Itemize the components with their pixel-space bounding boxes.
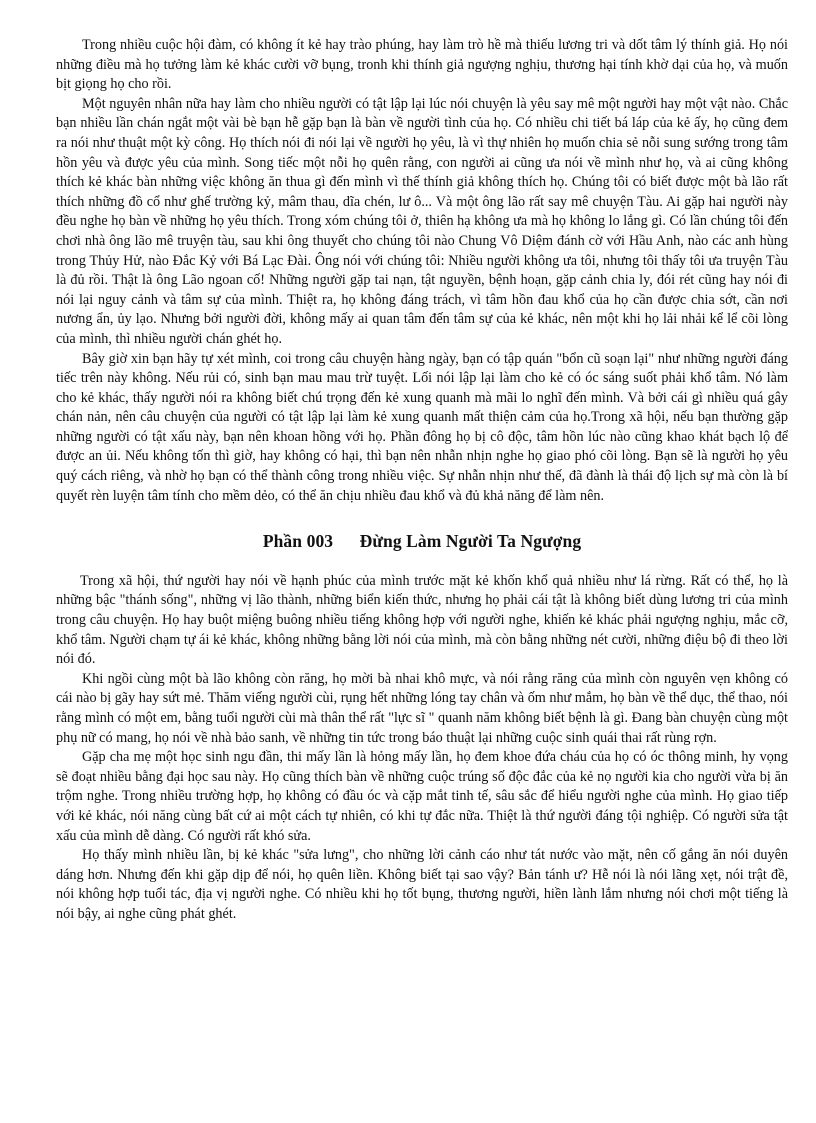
part-two-body	[56, 572, 788, 925]
section-heading	[56, 532, 788, 552]
paragraph: Trong xã hội, thứ người hay nói về hạnh phúc của mình trước mặt kẻ khốn khổ quả nhiều như lá rừng. Rất có thể, họ là những bậc "thánh sống", những vị lão thành, những biển kiến thức, nhưng họ phải cái tật là không biết dùng lương tri của mình trong câu chuyện. Họ hay buột miệng buông nhiều tiếng không hợp với người nghe, khiến kẻ khác phải ngượng nghịu, mắc cỡ, khổ tâm. Người chạm tự ái kẻ khác, không những bằng lời nói của mình, mà còn bằng những nét cười, những điệu bộ đi theo lời nói đó.	[56, 572, 788, 668]
paragraph: Trong nhiều cuộc hội đàm, có không ít kẻ hay trào phúng, hay làm trò hề mà thiếu lương tri và dốt tâm lý thính giả. Họ nói những điều mà họ tưởng làm kẻ khác cười vỡ bụng, tronh khi thính giả ngượng nghịu, thương hại tính khờ dại của họ, và muốn bịt giọng họ cho rồi.	[56, 37, 788, 93]
document-page	[56, 36, 788, 925]
section-title: Đừng Làm Người Ta Ngượng	[359, 531, 582, 552]
paragraph: Khi ngồi cùng một bà lão không còn răng, họ mời bà nhai khô mực, và nói rằng răng của mình còn nguyên vẹn không có cái nào bị gãy hay sứt mẻ. Thăm viếng người cùi, rụng hết những lóng tay chân và ốm như mắm, họ bàn về thể dục, thể thao, nói rằng mình có một em, bằng tuổi người cùi mà thân thể rất "lực sĩ " quanh năm không biết bệnh là gì. Đang bàn chuyện cùng một phụ nữ có mang, họ nói về nhà bảo sanh, về những tin tức trong báo thuật lại những cuộc sinh quái thai rất rùng rợn.	[56, 670, 788, 746]
paragraph: Gặp cha mẹ một học sinh ngu đần, thi mấy lần là hỏng mấy lần, họ đem khoe đứa cháu của họ có óc thông minh, hy vọng sẽ đoạt nhiều bằng đại học sau này. Họ cũng thích bàn về những cuộc trúng số độc đắc của kẻ nọ người kia cho người vừa bị ăn trộm nghe. Trong nhiều trường hợp, họ không có đầu óc và cặp mắt tinh tế, sâu sắc để hiểu người nghe của mình. Họ giao tiếp với kẻ khác, nói năng cùng bất cứ ai một cách tự nhiên, có khi tự đắc nữa. Thiệt là thứ người đáng tội nghiệp. Có người sửa tật xấu của mình dễ dàng. Có người rất khó sửa.	[56, 749, 788, 844]
section-number: Phần 003	[262, 531, 334, 552]
paragraph: Bây giờ xin bạn hãy tự xét mình, coi trong câu chuyện hàng ngày, bạn có tập quán "bổn cũ soạn lại" như những người đáng tiếc trên này không. Nếu rủi có, sinh bạn mau mau trừ tuyệt. Lối nói lập lại làm cho kẻ có óc sáng suốt phải khổ tâm. Nó làm cho kẻ khác, thấy người nói ra không biết chú trọng đến kẻ xung quanh mà mãi lo nghĩ đến mình. Và bởi cái gì nhiều quá gây chán nản, nên câu chuyện của người có tật lập lại làm kẻ xung quanh mất thiện cảm của họ.Trong xã hội, nếu bạn thường gặp những người có tật xấu này, bạn nên khoan hồng với họ. Phần đông họ bị cô độc, tâm hồn lúc nào cũng khao khát bạch lộ để được an ủi. Nếu không tốn thì giờ, hay không có hại, thì bạn nên nhẫn nhịn nghe họ giao phó cõi lòng. Bạn sẽ là người họ yêu quý cách riêng, và nhờ họ bạn có thể thành công trong nhiều việc. Sự nhẫn nhịn như thế, đã đành là thái độ lịch sự mà còn là bí quyết rèn luyện tâm tính cho mềm dẻo, có thể ăn chịu nhiều đau khổ và đủ khả năng để làm nên.	[56, 350, 788, 504]
part-one-body	[56, 36, 788, 506]
paragraph: Một nguyên nhân nữa hay làm cho nhiều người có tật lập lại lúc nói chuyện là yêu say mê một người hay một vật nào. Chắc bạn nhiều lần chán ngắt một vài bè bạn hễ gặp bạn là bàn về người tình của họ. Có nhiều chi tiết bá láp của kẻ ấy, họ cũng đem ra nói như thuật một kỳ công. Họ thích nói đi nói lại về người họ yêu, là vì thự nhiên họ muốn chia sẻ nỗi sung sướng trong tâm hồn yêu và được yêu của mình. Song tiếc một nỗi họ quên rằng, con người ai cũng ưa nói về mình như họ, và ai cũng không thích kẻ khác bàn những việc không ăn thua gì đến mình vì thế thính giả không thích họ. Chúng tôi có biết được một bà lão rất thích những đồ cổ như ghế trường kỷ, mâm thau, dĩa chén, lư ô... Và một ông lão rất say mê chuyện Tàu. Ai gặp hai người này đều nghe họ bàn về những họ yêu thích. Trong xóm chúng tôi ở, thiên hạ không ưa mà họ không lo lắng gì. Có lần chúng tôi đến chơi nhà ông lão mê truyện tàu, sau khi ông thuyết cho chúng tôi nào Chung Vô Diệm đánh cờ với Hầu Anh, nào các anh hùng trong Thủy Hử, nào Đắc Kỷ với Bá Lạc Đài. Ông nói với chúng tôi: Nhiều người không ưa tôi, nhưng tôi thấy tôi ưa truyện Tàu là đủ rồi. Thật là ông Lão ngoan cố! Những người gặp tai nạn, tật nguyền, bệnh hoạn, gặp cảnh chia ly, đói rét cũng hay nói đi nói lại nguy cảnh và tâm sự của mình. Thiệt ra, họ không đáng trách, vì tâm hồn đau khổ của họ cần được chia sớt, cần nơi nương ẩn, ủy lạo. Nhưng bởi người đời, không mấy ai quan tâm đến tâm sự của kẻ khác, nên một khi họ lải nhải kể lể cõi lòng của mình, thì nhiều người chán ghét họ.	[56, 95, 788, 347]
paragraph: Họ thấy mình nhiều lần, bị kẻ khác "sửa lưng", cho những lời cảnh cáo như tát nước vào mặt, nên cố gắng ăn nói duyên dáng hơn. Nhưng đến khi gặp dịp để nói, họ quên liền. Không biết tại sao vậy? Bản tánh ư? Hễ nói là nói lãng xẹt, nói trật đề, nói không hợp tuổi tác, địa vị người nghe. Có nhiều khi họ tốt bụng, thương người, hiền lành lắm nhưng nói chơi một tiếng là nói bậy, ai nghe cũng phát ghét.	[56, 847, 788, 922]
